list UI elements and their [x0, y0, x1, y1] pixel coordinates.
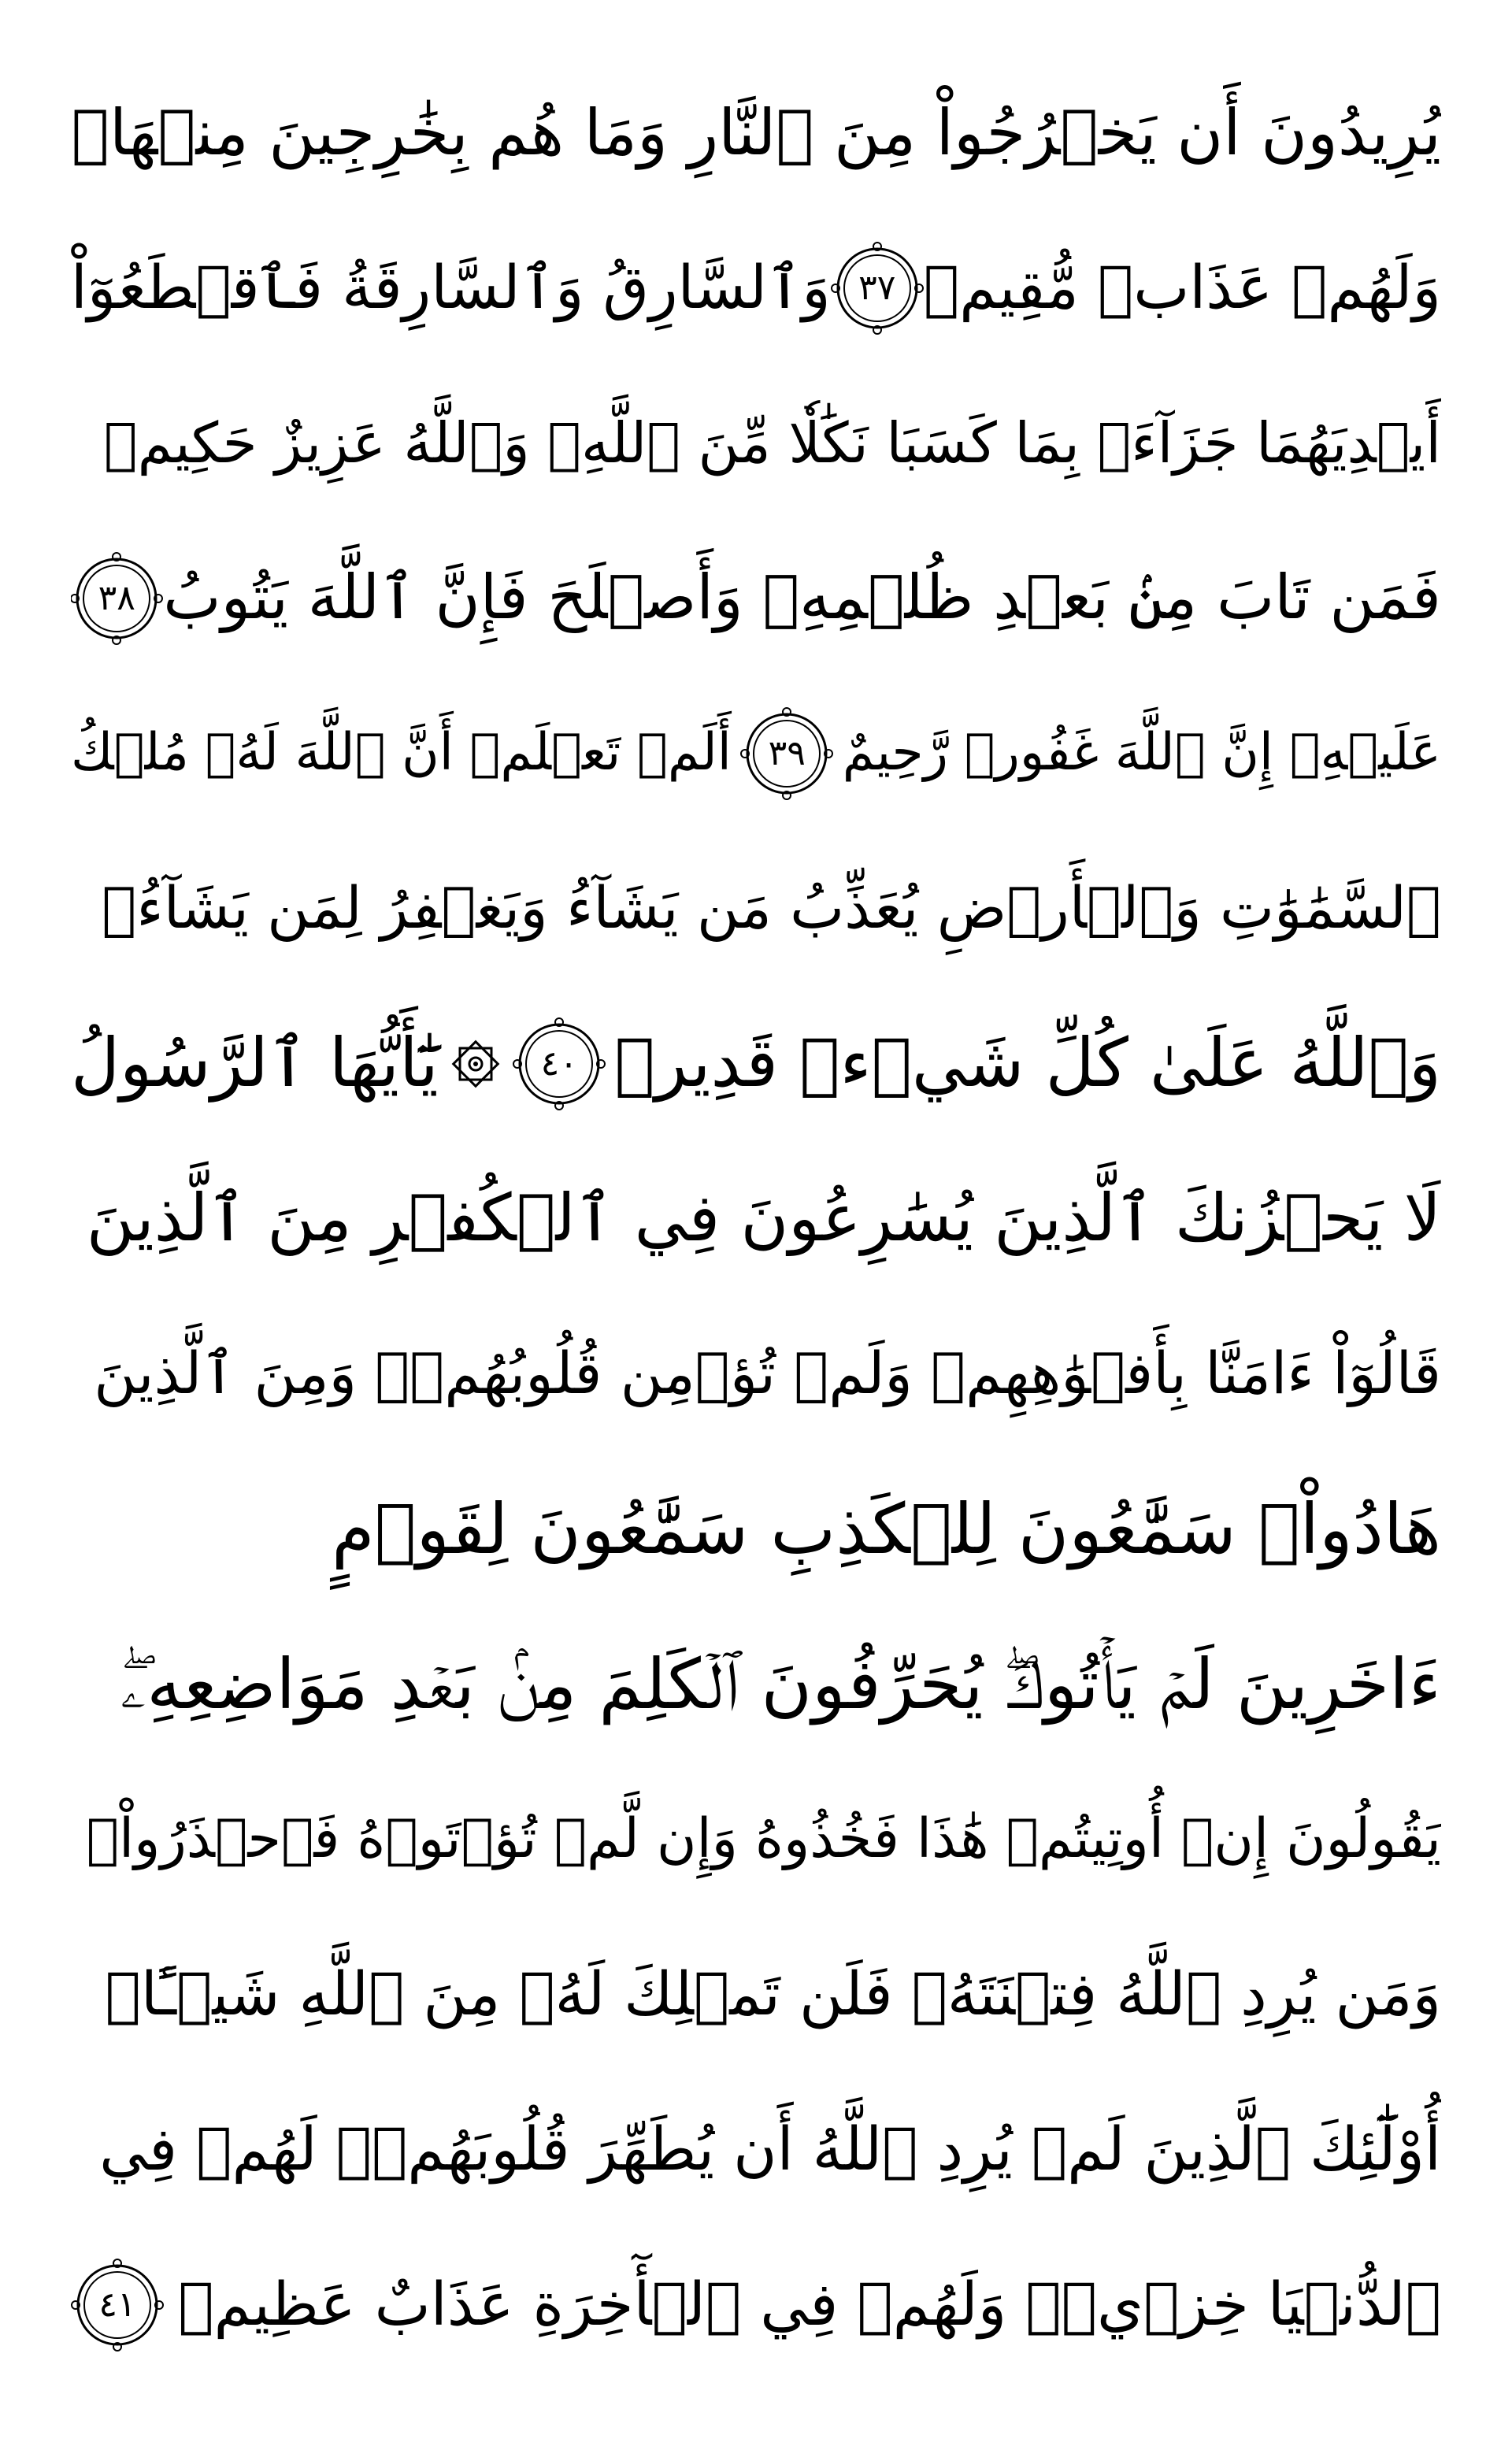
line-text: أَلَمۡ تَعۡلَمۡ أَنَّ ٱللَّهَ لَهُۥ مُلۡكُ [71, 723, 732, 783]
text-line-5 [71, 676, 1441, 831]
line-text: ءَاخَرِينَ لَمۡ يَأۡتُوكَۖ يُحَرِّفُونَ ٱلۡكَلِمَ مِنۢ بَعۡدِ مَوَاضِعِهِۦۖ [120, 1643, 1441, 1725]
line-text: وَمَن يُرِدِ ٱللَّهُ فِتۡنَتَهُۥ فَلَن تَمۡلِكَ لَهُۥ مِنَ ٱللَّهِ شَيۡـًٔاۚ [105, 1959, 1441, 2029]
text-line-8 [71, 1141, 1441, 1296]
ayah-number: ٤٠ [540, 1043, 578, 1084]
ayah-marker-icon [71, 2259, 164, 2351]
text-line-12 [71, 1762, 1441, 1917]
line-text: أُوْلَٰٓئِكَ ٱلَّذِينَ لَمۡ يُرِدِ ٱللَّهُ أَن يُطَهِّرَ قُلُوبَهُمۡۚ لَهُمۡ فِي [99, 2114, 1441, 2184]
text-line-15 [71, 2227, 1441, 2382]
line-text: لَا يَحۡزُنكَ ٱلَّذِينَ يُسَٰرِعُونَ فِي ٱلۡكُفۡرِ مِنَ ٱلَّذِينَ [86, 1180, 1441, 1257]
ayah-number: ٤١ [98, 2284, 136, 2325]
text-line-11 [71, 1607, 1441, 1762]
line-text: وَٱللَّهُ عَلَىٰ كُلِّ شَيۡءٖ قَدِيرٞ [614, 1024, 1441, 1103]
line-text: قَالُوٓاْ ءَامَنَّا بِأَفۡوَٰهِهِمۡ وَلَمۡ تُؤۡمِن قُلُوبُهُمۡۛ وَمِنَ ٱلَّذِينَ [94, 1340, 1441, 1407]
text-line-7 [71, 986, 1441, 1141]
line-text: يَٰٓأَيُّهَا ٱلرَّسُولُ [71, 1024, 439, 1103]
ayah-marker-icon [513, 1017, 606, 1110]
line-text: أَيۡدِيَهُمَا جَزَآءَۢ بِمَا كَسَبَا نَكَٰلٗا مِّنَ ٱللَّهِۗ وَٱللَّهُ عَزِيزٌ حَكِيمٞ [103, 410, 1441, 476]
text-line-4 [71, 521, 1441, 676]
ayah-marker-icon [831, 242, 924, 335]
line-text: فَمَن تَابَ مِنۢ بَعۡدِ ظُلۡمِهِۦ وَأَصۡلَحَ فَإِنَّ ٱللَّهَ يَتُوبُ [163, 561, 1441, 633]
ayah-number: ٣٩ [768, 732, 806, 773]
text-line-6 [71, 831, 1441, 986]
ayah-number: ٣٨ [98, 577, 135, 618]
text-line-13 [71, 1917, 1441, 2072]
text-line-10 [71, 1451, 1441, 1607]
line-text: هَادُواْۛ سَمَّٰعُونَ لِلۡكَذِبِ سَمَّٰعُونَ لِقَوۡمٍ [332, 1488, 1441, 1570]
ayah-number: ٣٧ [858, 267, 896, 308]
line-text: يُرِيدُونَ أَن يَخۡرُجُواْ مِنَ ٱلنَّارِ وَمَا هُم بِخَٰرِجِينَ مِنۡهَاۖ [71, 95, 1441, 170]
line-text: وَٱلسَّارِقُ وَٱلسَّارِقَةُ فَٱقۡطَعُوٓاْ [71, 252, 831, 322]
line-text: ٱلسَّمَٰوَٰتِ وَٱلۡأَرۡضِ يُعَذِّبُ مَن يَشَآءُ وَيَغۡفِرُ لِمَن يَشَآءُۗ [102, 874, 1441, 942]
text-line-3 [71, 365, 1441, 521]
rub-el-hizb-icon [447, 1036, 504, 1092]
ayah-marker-icon [71, 552, 163, 645]
line-text: ٱلدُّنۡيَا خِزۡيٞۖ وَلَهُمۡ فِي ٱلۡأٓخِرَةِ عَذَابٌ عَظِيمٞ [178, 2269, 1441, 2339]
text-line-14 [71, 2072, 1441, 2227]
ayah-marker-icon [740, 707, 833, 800]
text-line-9 [71, 1296, 1441, 1451]
text-line-1 [71, 55, 1441, 210]
mushaf-page [71, 55, 1441, 2386]
line-text: عَلَيۡهِۗ إِنَّ ٱللَّهَ غَفُورٞ رَّحِيمٌ [842, 723, 1441, 783]
text-line-2 [71, 210, 1441, 365]
line-text: يَقُولُونَ إِنۡ أُوتِيتُمۡ هَٰذَا فَخُذُوهُ وَإِن لَّمۡ تُؤۡتَوۡهُ فَٱحۡذَرُواْۚ [86, 1807, 1441, 1871]
line-text: وَلَهُمۡ عَذَابٞ مُّقِيمٞ [923, 252, 1441, 322]
